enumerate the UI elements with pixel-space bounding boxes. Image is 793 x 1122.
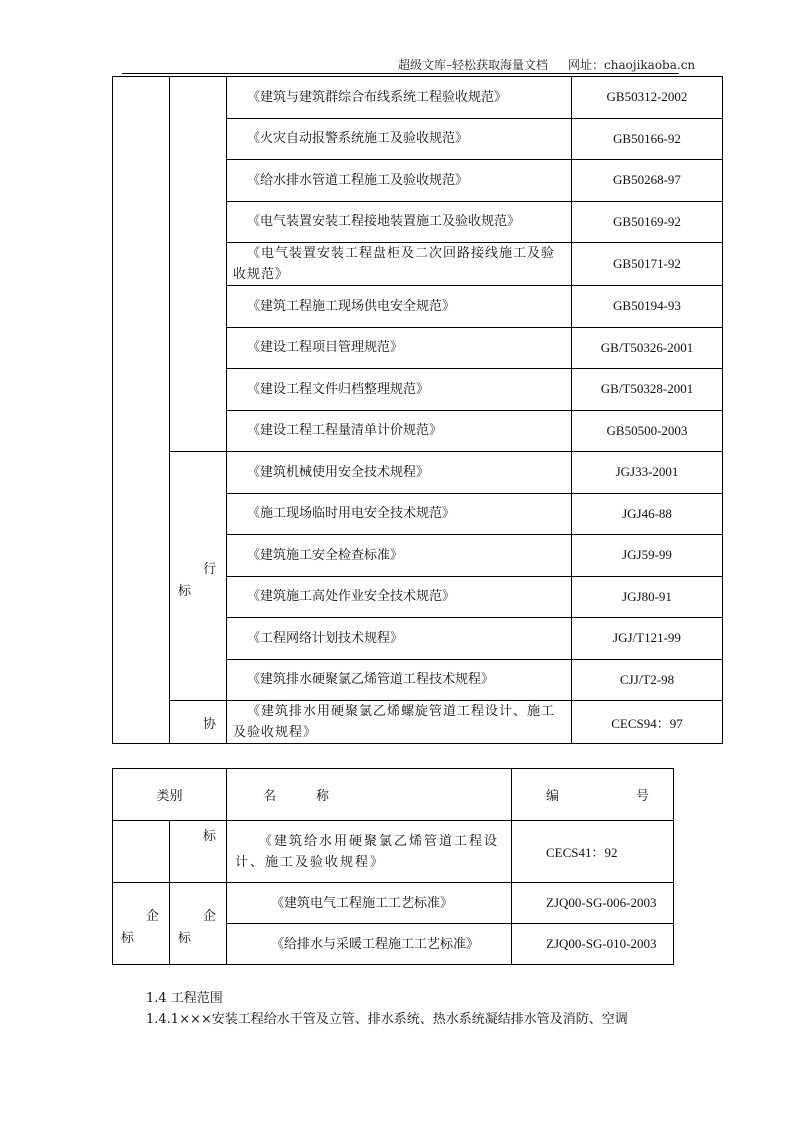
standard-name: 《建筑排水用硬聚氯乙烯螺旋管道工程设计、施工及验收规程》	[227, 701, 572, 744]
standard-code: CECS94：97	[572, 701, 723, 744]
standard-name: 《建筑施工高处作业安全技术规范》	[227, 576, 572, 618]
header-code-b: 号	[636, 789, 650, 804]
category-assoc-cell	[170, 701, 227, 744]
category-enterprise-inner-cell	[170, 883, 227, 965]
standard-code: GB50171-92	[572, 243, 723, 286]
header-category: 类别	[113, 769, 227, 821]
standard-name: 《建设工程项目管理规范》	[227, 327, 572, 369]
standard-name: 《建设工程工程量清单计价规范》	[227, 410, 572, 452]
standard-code: JGJ46-88	[572, 493, 723, 535]
category-assoc-cont: 标	[203, 829, 217, 844]
standards-table-continued	[112, 76, 723, 744]
category-enterprise-outer-line2: 标	[121, 931, 135, 946]
standard-name: 《建筑电气工程施工工艺标准》	[227, 883, 512, 924]
standard-code: GB50500-2003	[572, 410, 723, 452]
header-site-name: 超级文库–轻松获取海量文档	[398, 58, 549, 72]
header-name-a: 名	[263, 789, 277, 804]
table-row	[113, 701, 723, 744]
standard-name: 《建筑给水用硬聚氯乙烯管道工程设计、施工及验收规程》	[227, 821, 512, 883]
standard-name: 《给水排水管道工程施工及验收规范》	[227, 160, 572, 202]
standard-name: 《电气装置安装工程接地装置施工及验收规范》	[227, 201, 572, 243]
category-outer-cell	[113, 77, 170, 744]
standard-name: 《建设工程文件归档整理规范》	[227, 369, 572, 411]
standard-name: 《建筑机械使用安全技术规程》	[227, 452, 572, 494]
category-assoc-cont-cell	[170, 821, 227, 883]
standard-name: 《火灾自动报警系统施工及验收规范》	[227, 118, 572, 160]
category-industry-line2: 标	[178, 584, 192, 599]
header-code-a: 编	[546, 789, 560, 804]
standard-code: JGJ59-99	[572, 535, 723, 577]
standard-name: 《建筑与建筑群综合布线系统工程验收规范》	[227, 77, 572, 119]
standard-code: ZJQ00-SG-010-2003	[512, 924, 674, 965]
standard-name: 《电气装置安装工程盘柜及二次回路接线施工及验收规范》	[227, 243, 572, 286]
standard-code: GB50166-92	[572, 118, 723, 160]
standard-code: JGJ/T121-99	[572, 618, 723, 660]
category-enterprise-inner-line1: 企	[203, 909, 217, 924]
standard-name: 《施工现场临时用电安全技术规范》	[227, 493, 572, 535]
standard-name: 《建筑排水硬聚氯乙烯管道工程技术规程》	[227, 659, 572, 701]
category-national-cell	[170, 77, 227, 452]
table-header-row	[113, 769, 674, 821]
standard-code: GB/T50326-2001	[572, 327, 723, 369]
standard-name: 《建筑施工安全检查标准》	[227, 535, 572, 577]
category-assoc-line1: 协	[202, 717, 216, 732]
standard-code: CECS41：92	[512, 821, 674, 883]
standard-code: GB50312-2002	[572, 77, 723, 119]
header-code	[512, 769, 674, 821]
standard-code: JGJ80-91	[572, 576, 723, 618]
standard-name: 《给排水与采暖工程施工工艺标准》	[227, 924, 512, 965]
category-enterprise-outer-cell	[113, 883, 170, 965]
header-rule	[122, 73, 679, 74]
standard-code: ZJQ00-SG-006-2003	[512, 883, 674, 924]
standard-code: GB50194-93	[572, 286, 723, 328]
header-url: 网址：chaojikaoba.cn	[568, 58, 696, 72]
header-name	[227, 769, 512, 821]
standard-code: GB50169-92	[572, 201, 723, 243]
standard-name: 《工程网络计划技术规程》	[227, 618, 572, 660]
section-heading: 1.4 工程范围	[146, 991, 223, 1006]
section-paragraph: 1.4.1×××安装工程给水干管及立管、排水系统、热水系统凝结排水管及消防、空调	[146, 1012, 628, 1027]
standards-table	[112, 768, 674, 965]
header-name-b: 称	[316, 789, 330, 804]
standard-code: CJJ/T2-98	[572, 659, 723, 701]
standard-name: 《建筑工程施工现场供电安全规范》	[227, 286, 572, 328]
standard-code: GB50268-97	[572, 160, 723, 202]
standard-code: JGJ33-2001	[572, 452, 723, 494]
category-enterprise-outer-line1: 企	[145, 909, 159, 924]
category-industry-cell	[170, 452, 227, 701]
table-row	[113, 77, 723, 119]
table-row	[113, 883, 674, 924]
table-row	[113, 821, 674, 883]
category-industry-line1: 行	[202, 562, 216, 577]
table-row	[113, 452, 723, 494]
category-outer-cell	[113, 821, 170, 883]
category-enterprise-inner-line2: 标	[178, 931, 192, 946]
page-header	[398, 56, 695, 73]
standard-code: GB/T50328-2001	[572, 369, 723, 411]
